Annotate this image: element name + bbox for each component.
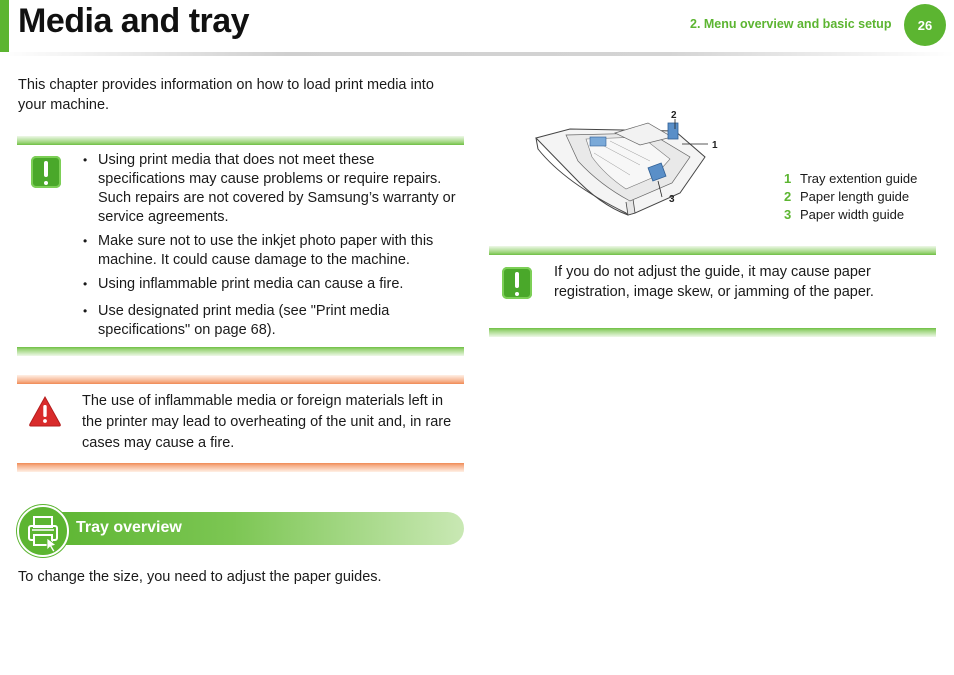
note-bullet: • Using print media that does not meet these specifications may cause problems or require repairs. Such repairs are not covered by Samsung’s warranty or service agreements. xyxy=(80,151,464,227)
header-divider xyxy=(0,52,954,56)
section-breadcrumb[interactable]: 2. Menu overview and basic setup xyxy=(690,17,892,31)
legend-item xyxy=(784,170,917,188)
note-box-bottom-bar xyxy=(17,347,464,356)
note2-text: If you do not adjust the guide, it may cause paper registration, image skew, or jamming of the paper. xyxy=(554,264,874,300)
header-accent-bar xyxy=(0,0,9,52)
page-number: 26 xyxy=(917,17,933,33)
legend-label: Paper length guide xyxy=(800,189,910,204)
legend-number: 3 xyxy=(784,207,792,222)
legend-number: 2 xyxy=(784,189,792,204)
note-bullets xyxy=(80,151,464,345)
note-bullet: • Make sure not to use the inkjet photo paper with this machine. It could cause damage to the machine. xyxy=(80,232,464,270)
note2-box-bottom-bar xyxy=(489,328,936,337)
callout-2: 2 xyxy=(671,110,677,121)
figure-legend xyxy=(784,170,917,224)
legend-number: 1 xyxy=(784,171,792,186)
note-bullet: • Use designated print media (see "Print media specifications" on page 68). xyxy=(80,302,464,340)
caution-text: The use of inflammable media or foreign materials left in the printer may lead to overheating of the unit and, in rare cases may cause a fire. xyxy=(82,393,452,451)
legend-label: Tray extention guide xyxy=(800,171,918,186)
callout-1: 1 xyxy=(712,140,718,151)
section-heading: Tray overview xyxy=(76,519,182,536)
tray-overview-text: To change the size, you need to adjust the paper guides. xyxy=(18,569,382,585)
tray-illustration xyxy=(530,105,730,230)
caution-box-top-bar xyxy=(17,375,464,384)
legend-item xyxy=(784,188,917,206)
exclamation-icon xyxy=(502,267,532,299)
callout-3: 3 xyxy=(669,194,675,205)
note-bullet: • Using inflammable print media can cause a fire. xyxy=(80,275,464,294)
note2-box-top-bar xyxy=(489,246,936,255)
legend-label: Paper width guide xyxy=(800,207,905,222)
warning-triangle-icon xyxy=(28,395,62,432)
legend-item xyxy=(784,206,917,224)
intro-paragraph: This chapter provides information on how to load print media into your machine. xyxy=(18,77,434,113)
page-title: Media and tray xyxy=(18,2,250,40)
printer-icon xyxy=(17,505,69,557)
exclamation-icon xyxy=(31,156,61,188)
note-box-top-bar xyxy=(17,136,464,145)
caution-box-bottom-bar xyxy=(17,463,464,472)
page-number-badge xyxy=(904,4,946,46)
